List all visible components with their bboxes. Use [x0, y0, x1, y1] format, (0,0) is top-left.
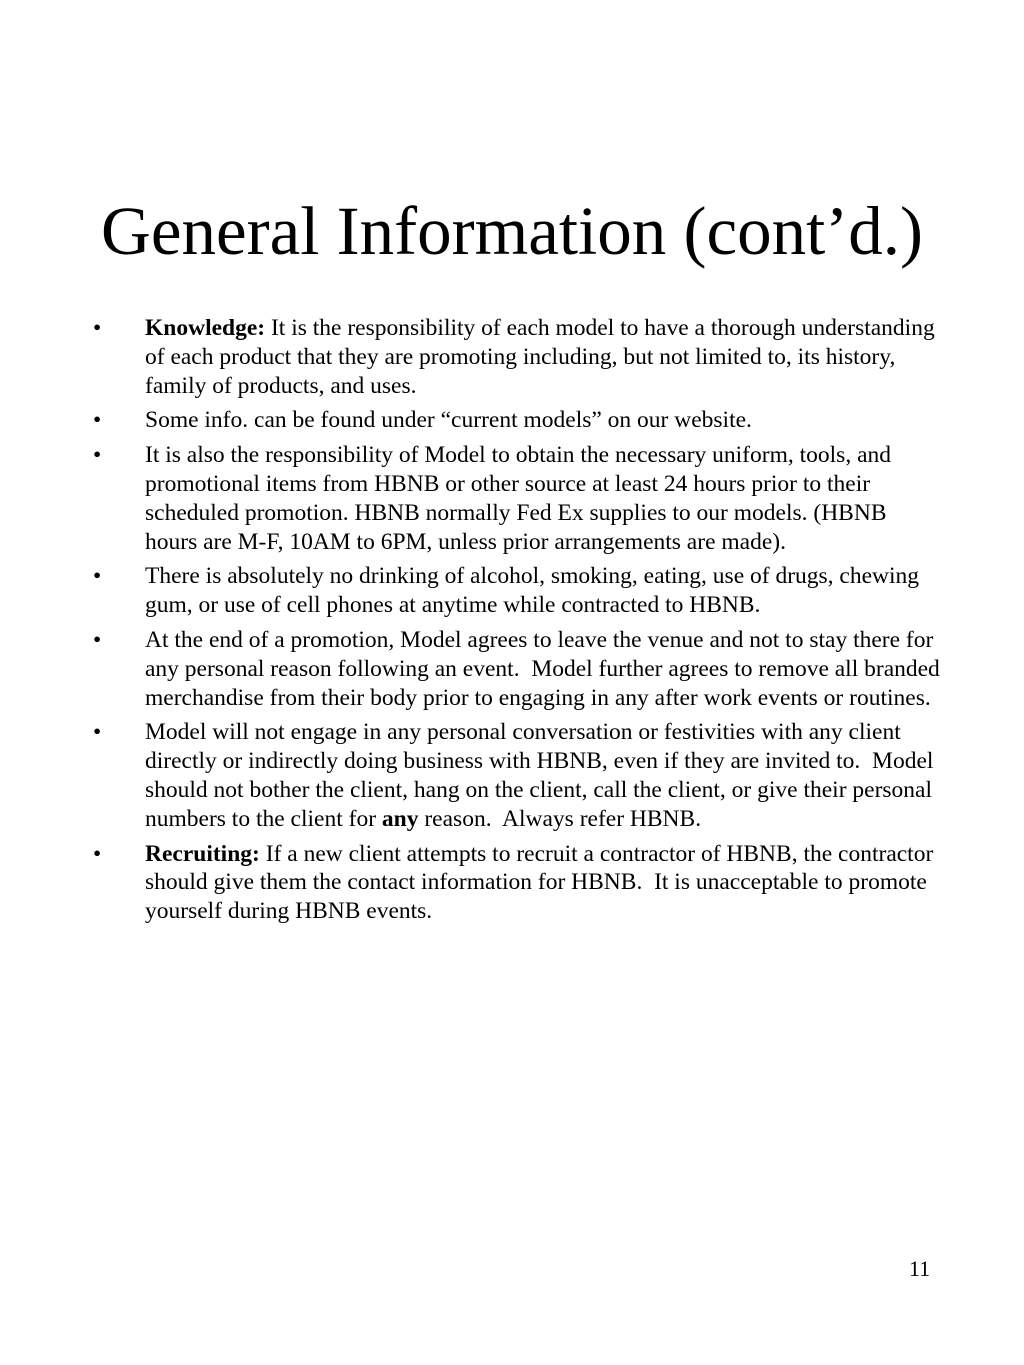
bullet-marker: • — [93, 315, 102, 341]
bullet-item-end-of-promotion — [0, 626, 1024, 712]
bullet-item-client-conduct — [0, 718, 1024, 833]
bullet-text: It is the responsibility of each model to have a thorough understanding of each product that they are promoting including, but not limited to, its history, family of products, and uses. — [145, 315, 935, 399]
bullet-item-knowledge — [0, 314, 1024, 400]
bullet-marker: • — [93, 442, 102, 469]
bullet-marker: • — [93, 719, 102, 746]
bullet-text: There is absolutely no drinking of alcohol, smoking, eating, use of drugs, chewing gum, or use of cell phones at anytime while contracted to HBNB. — [145, 563, 920, 619]
bullet-text-before: Model will not engage in any personal conversation or festivities with any client directly or indirectly doing business with HBNB, even if they are invited to. Model should not bother the client, hang on the client, call the client, or give their personal numbers to the client for — [145, 719, 934, 832]
bullet-emphasis: any — [381, 805, 419, 832]
bullet-item-website-info — [0, 406, 1024, 435]
bullet-text: If a new client attempts to recruit a contractor of HBNB, the contractor should give them the contact information for HBNB. It is unacceptable to promote yourself during HBNB events. — [145, 840, 934, 925]
bullet-text: At the end of a promotion, Model agrees to leave the venue and not to stay there for any personal reason following an event. Model further agrees to remove all branded merchandise from their body prior to engaging in any after work events or routines. — [145, 626, 940, 711]
bullet-marker: • — [93, 563, 102, 590]
bullet-item-uniform — [0, 441, 1024, 556]
slide-title: General Information (cont’d.) — [101, 193, 923, 269]
bullet-lead-recruiting: Recruiting: — [145, 840, 260, 867]
bullet-marker: • — [93, 840, 102, 867]
bullet-text: It is also the responsibility of Model to obtain the necessary uniform, tools, and promotional items from HBNB or other source at least 24 hours prior to their scheduled promotion. HBNB normally Fed Ex supplies to our models. (HBNB hours are M-F, 10AM to 6PM, unless prior arrangements are made). — [145, 442, 891, 555]
bullet-item-no-drinking — [0, 562, 1024, 620]
bullet-text: Some info. can be found under “current models” on our website. — [145, 407, 752, 434]
page-number: 11 — [909, 1256, 931, 1281]
bullet-text-after: reason. Always refer HBNB. — [418, 805, 702, 832]
bullet-item-recruiting — [0, 840, 1024, 926]
bullet-marker: • — [93, 407, 102, 434]
bullet-list — [0, 314, 1024, 932]
bullet-lead-knowledge: Knowledge: — [145, 315, 266, 341]
bullet-marker: • — [93, 626, 102, 653]
